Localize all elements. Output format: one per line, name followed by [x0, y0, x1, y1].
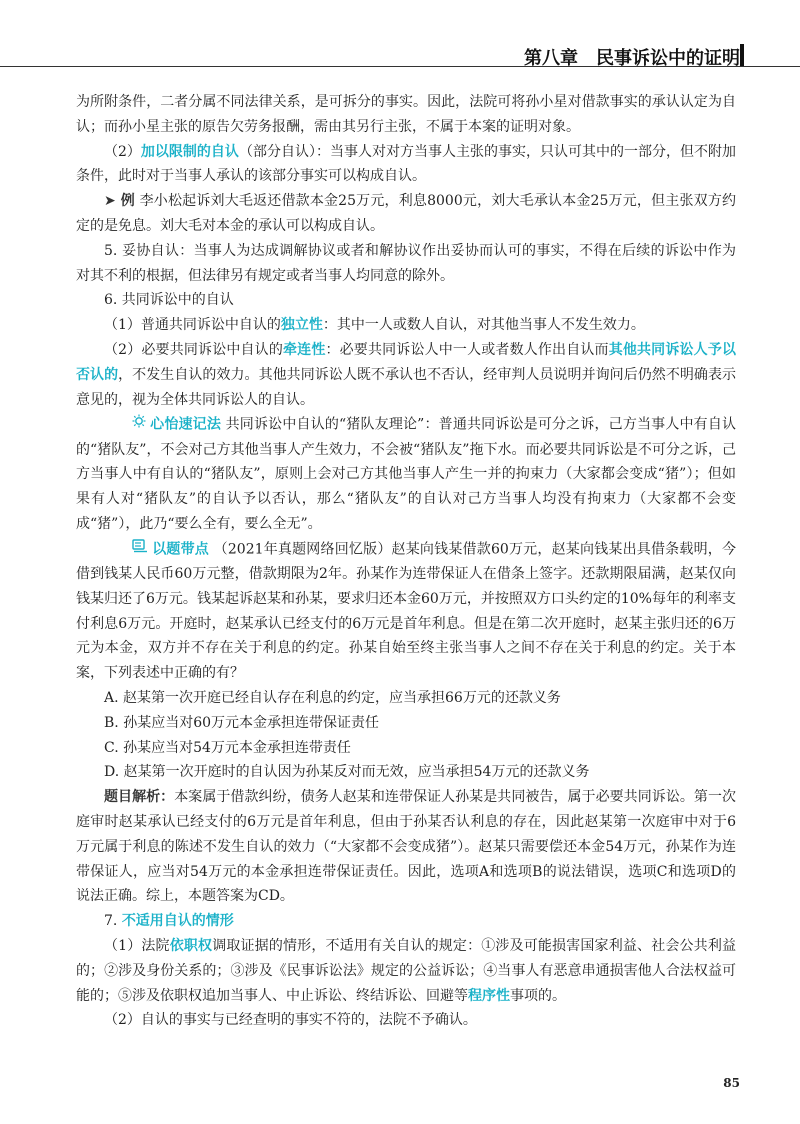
page-number: 85: [723, 1076, 740, 1090]
example-label: [104, 193, 135, 209]
question-text: （2021年真题网络回忆版）赵某向钱某借款60万元，赵某向钱某出具借条载明，今借到钱某人民币60万元整，借款期限为2年。孙某作为连带保证人在借条上签字。还款期限届满，赵某仅向钱某归还了6万元。钱某起诉赵某和孙某，要求归还本金60万元，并按照双方口头约定的10%每年的利率支付利息6万元。开庭时，赵某承认已经支付的6万元是首年利息。但是在第二次开庭时，赵某主张归还的6万元为本金，双方并不存在关于利息的约定。孙某自始至终主张当事人之间不存在关于利息的约定。关于本案，下列表述中正确的有？: [76, 541, 736, 682]
highlight-term: 独立性: [280, 317, 323, 334]
highlight-term: 加以限制的自认: [140, 143, 239, 160]
header-bar: [740, 44, 744, 66]
option-c: C. 孙某应当对54万元本金承担连带责任: [104, 739, 351, 756]
text: （1）法院: [104, 937, 170, 954]
text: ：其中一人或数人自认，对其他当事人不发生效力。: [322, 317, 645, 334]
tip-label: 心怡速记法: [150, 416, 222, 433]
text: 调取证据的情形，不适用有关自认的规定：①涉及可能损害国家利益、社会公共利益的；②涉及身份关系的；③涉及《民事诉讼法》规定的公益诉讼；④当事人有恶意串通损害他人合法权益可能的；⑤涉及依职权追加当事人、中止诉讼、终结诉讼、回避等: [76, 937, 736, 1004]
example-label-text: 例: [120, 193, 135, 210]
highlight-term: 不适用自认的情形: [121, 913, 234, 930]
page-content: [76, 90, 736, 1033]
question-label: 以题带点: [152, 541, 210, 558]
section-heading: 6. 共同诉讼中的自认: [104, 292, 234, 309]
highlight-term: 牵连性: [283, 341, 326, 358]
lightbulb-icon: [104, 412, 146, 437]
text: ：必要共同诉讼人中一人或者数人作出自认而: [325, 341, 609, 358]
text: ，不发生自认的效力。其他共同诉讼人既不承认也不否认，经审判人员说明并询问后仍然不明确表示意见的，视为全体共同诉讼人的自认。: [76, 366, 737, 408]
text: （部分自认）：当事人对对方当事人主张的事实，只认可其中的一部分，但不附加条件，此时对于当事人承认的该部分事实可以构成自认。: [76, 143, 736, 185]
example-text: 李小松起诉刘大毛返还借款本金25万元，利息8000元，刘大毛承认本金25万元，但主张双方约定的是免息。刘大毛对本金的承认可以构成自认。: [76, 193, 737, 234]
highlight-term: 程序性: [468, 987, 510, 1004]
chapter-title: 第八章 民事诉讼中的证明: [524, 48, 740, 69]
paragraph: [76, 313, 736, 338]
highlight-term: 其他共同诉讼人予以否认的: [76, 341, 736, 383]
option-a: A. 赵某第一次开庭已经自认存在利息的约定，应当承担66万元的还款义务: [104, 689, 561, 706]
highlight-term: 依职权: [169, 937, 213, 954]
text: （2）: [104, 143, 141, 160]
question-block: [76, 537, 736, 686]
paragraph-limited-admission: [76, 140, 736, 190]
text: （1）普通共同诉讼中自认的: [104, 317, 281, 334]
option-d: D. 赵某第一次开庭时的自认因为孙某反对而无效，应当承担54万元的还款义务: [104, 764, 590, 781]
tip-text: 共同诉讼中自认的“猪队友理论”：普通共同诉讼是可分之诉，己方当事人中有自认的“猪队友”，不会对己方其他当事人产生效力，不会被“猪队友”拖下水。而必要共同诉讼是不可分之诉，己方当事人中有自认的“猪队友”，原则上会对己方其他当事人产生一并的拘束力（大家都会变成“猪”）；但如果有人对“猪队友”的自认予以否认，那么“猪队友”的自认对己方当事人均没有拘束力（大家都不会变成“猪”），此乃“要么全有，要么全无”。: [76, 416, 737, 532]
analysis-label: 题目解析：: [104, 789, 175, 806]
section-heading: [76, 909, 736, 934]
page-header: [0, 0, 800, 67]
answer-analysis: [76, 785, 736, 909]
text: 事项的。: [510, 987, 566, 1004]
paragraph: （2）自认的事实与已经查明的事实不符的，法院不予确认。: [104, 1012, 477, 1029]
text: （2）必要共同诉讼中自认的: [104, 341, 283, 358]
paragraph: 5. 妥协自认：当事人为达成调解协议或者和解协议作出妥协而认可的事实，不得在后续的诉讼中作为对其不利的根据，但法律另有规定或者当事人均同意的除外。: [76, 242, 736, 284]
pencil-icon: [104, 537, 148, 562]
analysis-text: 本案属于借款纠纷，债务人赵某和连带保证人孙某是共同被告，属于必要共同诉讼。第一次庭审时赵某承认已经支付的6万元是首年利息，但由于孙某否认利息的存在，因此赵某第一次庭审中对于6万元属于利息的陈述不发生自认的效力（“大家都不会变成猪”）。赵某只需要偿还本金54万元，孙某作为连带保证人，应当对54万元的本金承担连带保证责任。因此，选项A和选项B的说法错误，选项C和选项D的说法正确。综上，本题答案为CD。: [76, 789, 737, 905]
paragraph: [76, 934, 736, 1008]
paragraph: 为所附条件，二者分属不同法律关系，是可拆分的事实。因此，法院可将孙小星对借款事实的承认认定为自认；而孙小星主张的原告欠劳务报酬，需由其另行主张，不属于本案的证明对象。: [76, 94, 736, 135]
example-paragraph: [76, 189, 736, 239]
arrow-icon: ➤: [104, 193, 116, 210]
text: 7.: [104, 913, 122, 930]
option-b: B. 孙某应当对60万元本金承担连带保证责任: [104, 714, 380, 731]
paragraph: [76, 338, 736, 412]
memory-tip: [76, 412, 736, 536]
